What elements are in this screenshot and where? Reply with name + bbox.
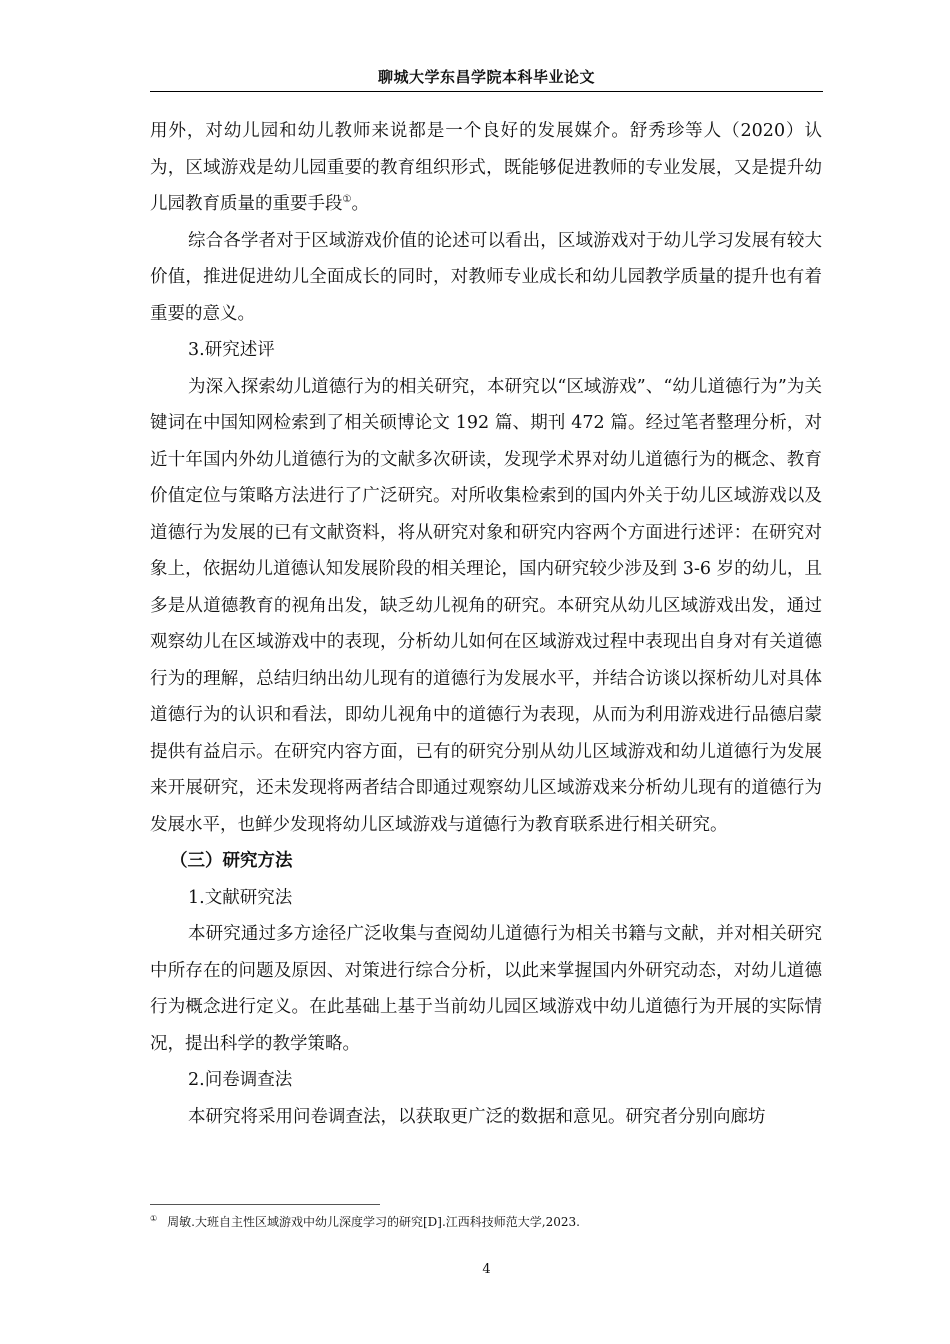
section-heading-methods: （三）研究方法 <box>170 851 293 871</box>
subheading-questionnaire-method: 2.问卷调查法 <box>188 1070 293 1090</box>
paragraph-1-text: 用外，对幼儿园和幼儿教师来说都是一个良好的发展媒介。舒秀珍等人（2020）认为，区域游戏是幼儿园重要的教育组织形式，既能够促进教师的专业发展，又是提升幼儿园教育质量的重要手段 <box>150 121 822 214</box>
page-number: 4 <box>482 1262 491 1277</box>
subheading-literature-method: 1.文献研究法 <box>188 887 293 908</box>
document-body <box>150 113 822 1135</box>
paragraph-4: 本研究通过多方途径广泛收集与查阅幼儿道德行为相关书籍与文献，并对相关研究中所存在的问题及原因、对策进行综合分析，以此来掌握国内外研究动态，对幼儿道德行为概念进行定义。在此基础上基于当前幼儿园区域游戏中幼儿道德行为开展的实际情况，提出科学的教学策略。 <box>150 924 822 1054</box>
running-header: 聊城大学东昌学院本科毕业论文 <box>377 68 595 86</box>
paragraph-2: 综合各学者对于区域游戏价值的论述可以看出，区域游戏对于幼儿学习发展有较大价值，推进促进幼儿全面成长的同时，对教师专业成长和幼儿园教学质量的提升也有着重要的意义。 <box>150 230 822 324</box>
paragraph-3: 为深入探索幼儿道德行为的相关研究，本研究以“区域游戏”、“幼儿道德行为”为关键词在中国知网检索到了相关硕博论文 192 篇、期刊 472 篇。经过笔者整理分析，对近十年国内外幼儿道德行为的文献多次研读，发现学术界对幼儿道德行为的概念、教育价值定位与策略方法进行了广泛研究。对所收集检索到的国内外关于幼儿区域游戏以及道德行为发展的已有文献资料，将从研究对象和研究内容两个方面进行述评：在研究对象上，依据幼儿道德认知发展阶段的相关理论，国内研究较少涉及到 3-6 岁的幼儿，且多是从道德教育的视角出发，缺乏幼儿视角的研究。本研究从幼儿区域游戏出发，通过观察幼儿在区域游戏中的表现，分析幼儿如何在区域游戏过程中表现出自身对有关道德行为的理解，总结归纳出幼儿现有的道德行为发展水平，并结合访谈以探析幼儿对具体道德行为的认识和看法，即幼儿视角中的道德行为表现，从而为利用游戏进行品德启蒙提供有益启示。在研究内容方面，已有的研究分别从幼儿区域游戏和幼儿道德行为发展来开展研究，还未发现将两者结合即通过观察幼儿区域游戏来分析幼儿现有的道德行为发展水平，也鲜少发现将幼儿区域游戏与道德行为教育联系进行相关研究。 <box>150 376 822 835</box>
paragraph-5: 本研究将采用问卷调查法，以获取更广泛的数据和意见。研究者分别向廊坊 <box>188 1106 766 1127</box>
paragraph-1 <box>150 113 822 223</box>
header-divider <box>150 91 823 92</box>
paragraph-1-end: 。 <box>351 194 369 214</box>
subheading-research-review: 3.研究述评 <box>188 340 275 360</box>
footnote-marker: ① <box>150 1214 158 1223</box>
footnote <box>150 1213 822 1230</box>
footnote-reference[interactable]: ① <box>342 194 352 206</box>
footnote-divider <box>150 1204 380 1205</box>
footnote-text: 周敏.大班自主性区域游戏中幼儿深度学习的研究[D].江西科技师范大学,2023. <box>167 1215 580 1229</box>
